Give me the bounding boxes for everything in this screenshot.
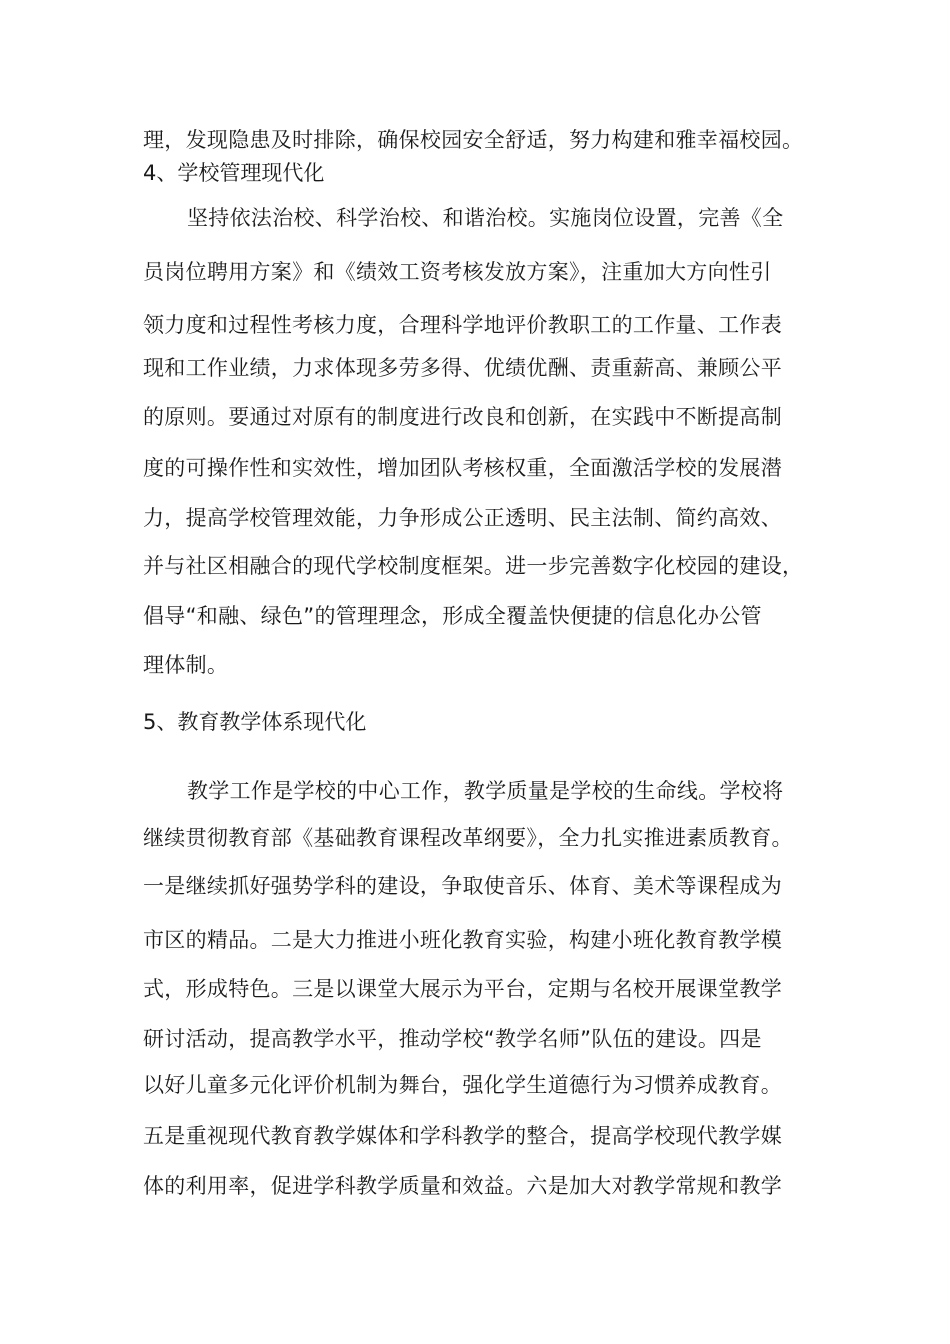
section-heading-5: 5、教育教学体系现代化 — [143, 710, 367, 734]
section-heading-4: 4、学校管理现代化 — [143, 161, 325, 185]
paragraph-line: 员岗位聘用方案》和《绩效工资考核发放方案》，注重加大方向性引 — [143, 260, 772, 284]
paragraph-line: 五是重视现代教育教学媒体和学科教学的整合，提高学校现代教学媒 — [143, 1124, 782, 1148]
paragraph-line: 式，形成特色。三是以课堂大展示为平台，定期与名校开展课堂教学 — [143, 977, 782, 1001]
paragraph-line: 一是继续抓好强势学科的建设，争取使音乐、体育、美术等课程成为 — [143, 874, 782, 898]
paragraph-line: 的原则。要通过对原有的制度进行改良和创新，在实践中不断提高制 — [143, 405, 782, 429]
paragraph-line: 市区的精品。二是大力推进小班化教育实验，构建小班化教育教学模 — [143, 928, 782, 952]
paragraph-line: 理体制。 — [143, 653, 229, 677]
paragraph-line: 教学工作是学校的中心工作，教学质量是学校的生命线。学校将 — [187, 779, 784, 803]
paragraph-line: 继续贯彻教育部《基础教育课程改革纲要》，全力扎实推进素质教育。 — [143, 826, 793, 850]
paragraph-line: 领力度和过程性考核力度，合理科学地评价教职工的工作量、工作表 — [143, 313, 782, 337]
paragraph-line: 理，发现隐患及时排除，确保校园安全舒适，努力构建和雅幸福校园。 — [143, 128, 804, 152]
paragraph-line: 坚持依法治校、科学治校、和谐治校。实施岗位设置，完善《全 — [187, 206, 784, 230]
paragraph-line: 以好儿童多元化评价机制为舞台，强化学生道德行为习惯养成教育。 — [143, 1073, 782, 1097]
paragraph-line: 度的可操作性和实效性，增加团队考核权重，全面激活学校的发展潜 — [143, 456, 782, 480]
paragraph-line: 倡导“和融、绿色”的管理理念，形成全覆盖快便捷的信息化办公管 — [143, 604, 762, 628]
paragraph-line: 并与社区相融合的现代学校制度框架。进一步完善数字化校园的建设， — [143, 554, 804, 578]
paragraph-line: 力，提高学校管理效能，力争形成公正透明、民主法制、简约高效、 — [143, 506, 782, 530]
paragraph-line: 现和工作业绩，力求体现多劳多得、优绩优酬、责重薪高、兼顾公平 — [143, 356, 782, 380]
paragraph-line: 研讨活动，提高教学水平，推动学校“教学名师”队伍的建设。四是 — [143, 1027, 762, 1051]
paragraph-line: 体的利用率，促进学科教学质量和效益。六是加大对教学常规和教学 — [143, 1174, 782, 1198]
